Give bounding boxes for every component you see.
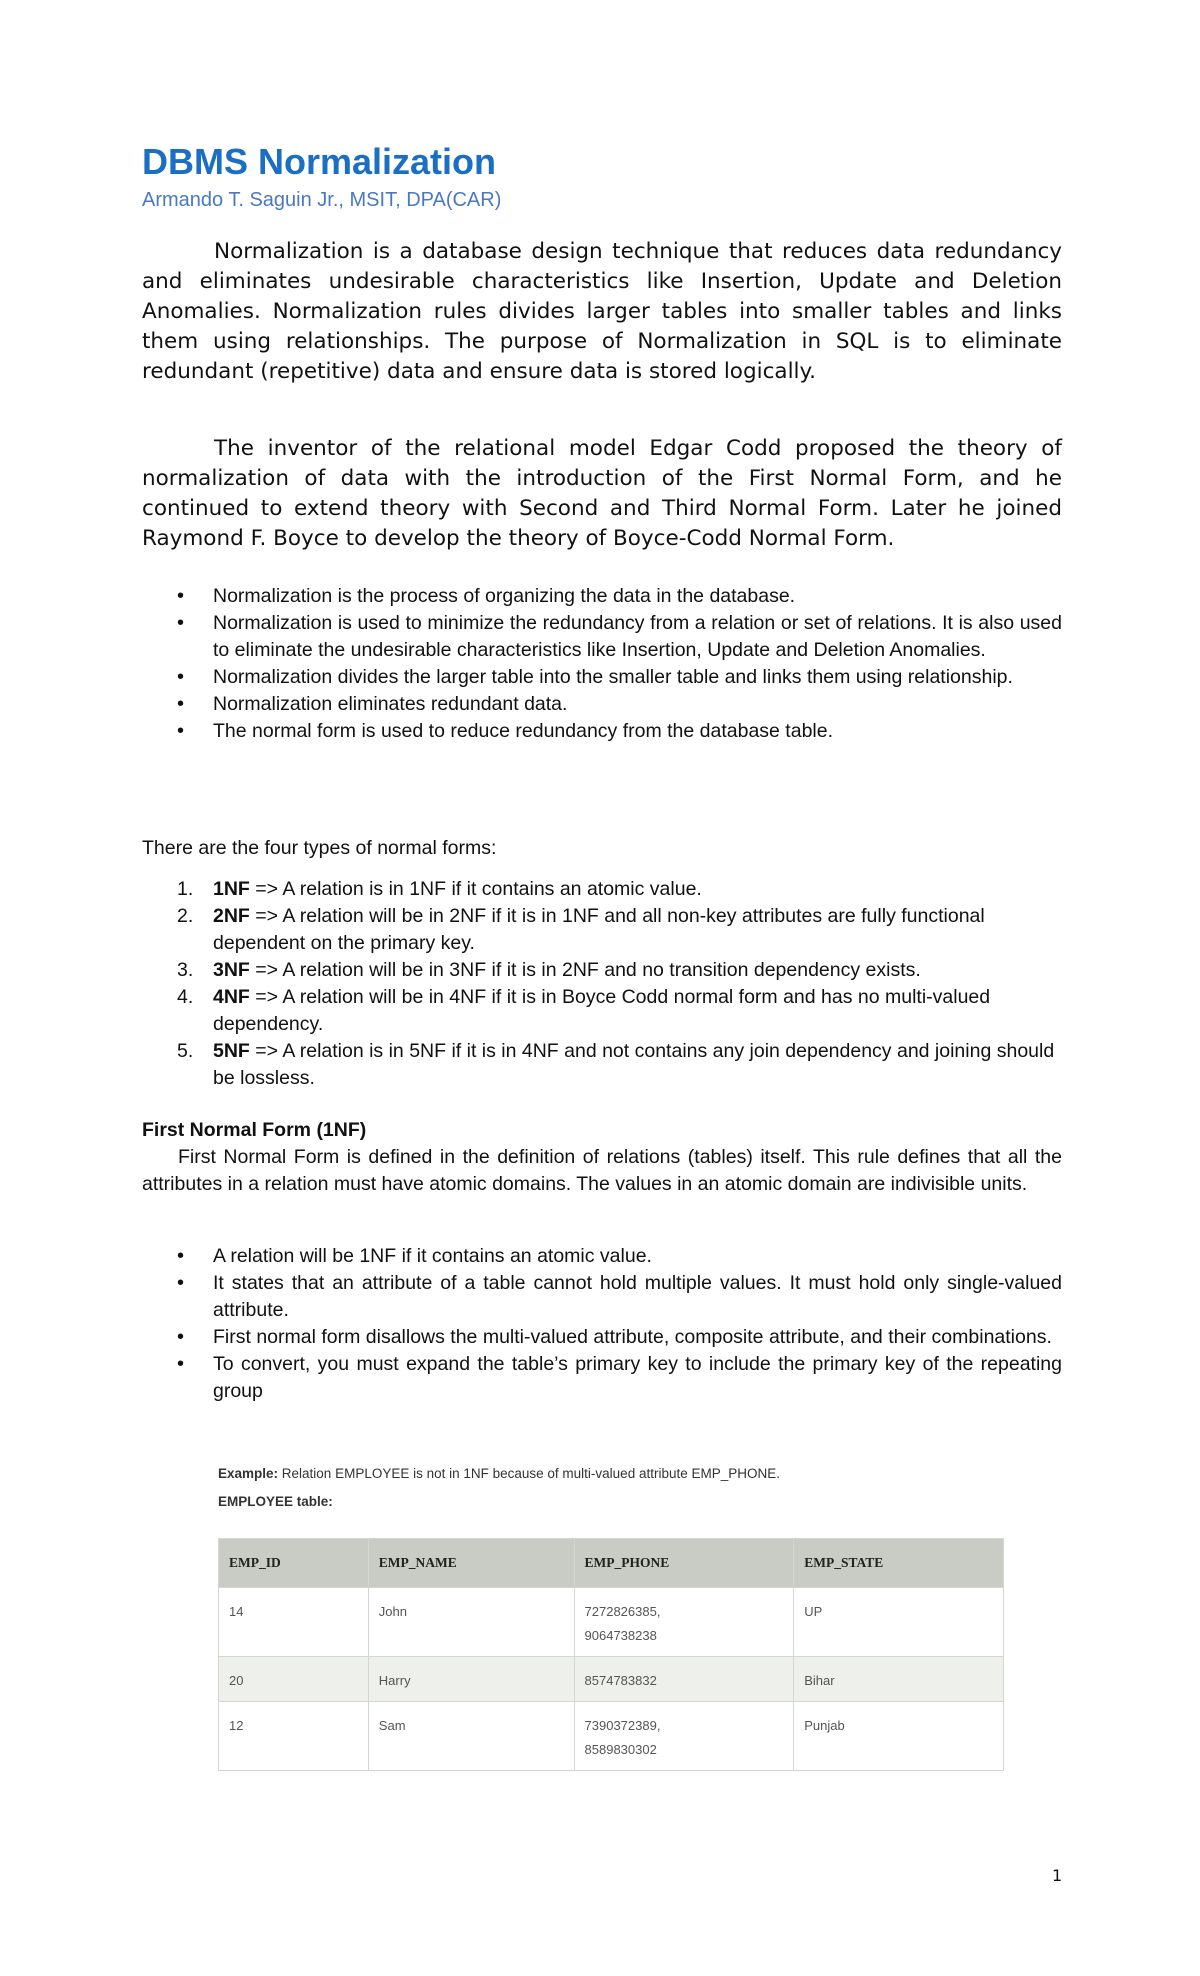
- normal-form-name: 1NF: [213, 878, 250, 900]
- column-header: EMP_STATE: [794, 1539, 1004, 1588]
- normal-form-desc: => A relation will be in 4NF if it is in Boyce Codd normal form and has no multi-valued dependency.: [213, 986, 991, 1035]
- phone-value: 9064738238: [584, 1628, 657, 1643]
- section-heading: First Normal Form (1NF): [142, 1119, 367, 1141]
- normalization-bullet-list: [142, 583, 1062, 745]
- list-number: 1.: [177, 878, 194, 900]
- table-cell: 20: [219, 1657, 369, 1702]
- column-header: EMP_ID: [219, 1539, 369, 1588]
- page-number: 1: [1052, 1866, 1063, 1885]
- column-header: EMP_PHONE: [574, 1539, 794, 1588]
- list-item: [142, 903, 1062, 957]
- list-item: • To convert, you must expand the table’s primary key to include the primary key of the repeating group: [142, 1351, 1062, 1405]
- list-item: • Normalization divides the larger table into the smaller table and links them using relationship.: [142, 664, 1062, 691]
- list-item: [142, 957, 1062, 984]
- normal-form-name: 4NF: [213, 986, 250, 1008]
- column-header: EMP_NAME: [368, 1539, 574, 1588]
- table-cell: UP: [794, 1588, 1004, 1657]
- normal-form-desc: => A relation will be in 2NF if it is in 1NF and all non-key attributes are fully functional dependent on the primary key.: [213, 905, 985, 954]
- history-paragraph: The inventor of the relational model Edgar Codd proposed the theory of normalization of data with the introduction of the First Normal Form, and he continued to extend theory with Second and Third Normal Form. Later he joined Raymond F. Boyce to develop the theory of Boyce-Codd Normal Form.: [142, 436, 1062, 551]
- document-title: DBMS Normalization: [142, 141, 497, 182]
- section-paragraph: First Normal Form is defined in the definition of relations (tables) itself. This rule defines that all the attributes in a relation must have atomic domains. The values in an atomic domain are indivisible units.: [142, 1146, 1062, 1195]
- table-header-row: [219, 1539, 1004, 1588]
- example-label: Example:: [218, 1466, 279, 1481]
- list-item: • Normalization eliminates redundant data.: [142, 691, 1062, 718]
- table-cell: Harry: [368, 1657, 574, 1702]
- list-item: • A relation will be 1NF if it contains an atomic value.: [142, 1243, 1062, 1270]
- table-cell: 8574783832: [574, 1657, 794, 1702]
- table-cell: [574, 1588, 794, 1657]
- list-item: • Normalization is the process of organizing the data in the database.: [142, 583, 1062, 610]
- list-item: • First normal form disallows the multi-valued attribute, composite attribute, and their combinations.: [142, 1324, 1062, 1351]
- list-item: [142, 1038, 1062, 1092]
- phone-value: 8589830302: [584, 1742, 657, 1757]
- table-row: [219, 1588, 1004, 1657]
- first-normal-form-bullet-list: [142, 1243, 1062, 1405]
- table-cell: Bihar: [794, 1657, 1004, 1702]
- normal-form-name: 5NF: [213, 1040, 250, 1062]
- normal-form-name: 3NF: [213, 959, 250, 981]
- example-caption: [218, 1466, 780, 1481]
- list-item: • The normal form is used to reduce redundancy from the database table.: [142, 718, 1062, 745]
- list-item: • Normalization is used to minimize the redundancy from a relation or set of relations. It is also used to eliminate the undesirable characteristics like Insertion, Update and Deletion Anomalies.: [142, 610, 1062, 664]
- table-cell: 14: [219, 1588, 369, 1657]
- normal-form-desc: => A relation will be in 3NF if it is in 2NF and no transition dependency exists.: [249, 959, 921, 981]
- table-cell: [574, 1702, 794, 1771]
- table-row: [219, 1657, 1004, 1702]
- normal-form-desc: => A relation is in 5NF if it is in 4NF and not contains any join dependency and joining should be lossless.: [213, 1040, 1055, 1089]
- intro-paragraph: Normalization is a database design technique that reduces data redundancy and eliminates undesirable characteristics like Insertion, Update and Deletion Anomalies. Normalization rules divides larger tables into smaller tables and links them using relationships. The purpose of Normalization in SQL is to eliminate redundant (repetitive) data and ensure data is stored logically.: [142, 239, 1062, 384]
- phone-value: 7390372389,: [584, 1718, 661, 1733]
- list-item: [142, 984, 1062, 1038]
- phone-value: 7272826385,: [584, 1604, 661, 1619]
- list-number: 2.: [177, 905, 194, 927]
- list-item: • It states that an attribute of a table cannot hold multiple values. It must hold only single-valued attribute.: [142, 1270, 1062, 1324]
- table-cell: Sam: [368, 1702, 574, 1771]
- table-row: [219, 1702, 1004, 1771]
- table-cell: John: [368, 1588, 574, 1657]
- normal-forms-list: [142, 876, 1062, 1092]
- normal-forms-intro: There are the four types of normal forms:: [142, 837, 497, 859]
- example-text: Relation EMPLOYEE is not in 1NF because of multi-valued attribute EMP_PHONE.: [278, 1466, 781, 1481]
- table-cell: Punjab: [794, 1702, 1004, 1771]
- list-item: [142, 876, 1062, 903]
- employee-table: [218, 1538, 1004, 1771]
- normal-form-desc: => A relation is in 1NF if it contains an atomic value.: [249, 878, 702, 900]
- list-number: 5.: [177, 1040, 194, 1062]
- table-caption: EMPLOYEE table:: [218, 1494, 333, 1509]
- author-line: Armando T. Saguin Jr., MSIT, DPA(CAR): [142, 189, 502, 211]
- list-number: 3.: [177, 959, 194, 981]
- list-number: 4.: [177, 986, 194, 1008]
- normal-form-name: 2NF: [213, 905, 250, 927]
- table-cell: 12: [219, 1702, 369, 1771]
